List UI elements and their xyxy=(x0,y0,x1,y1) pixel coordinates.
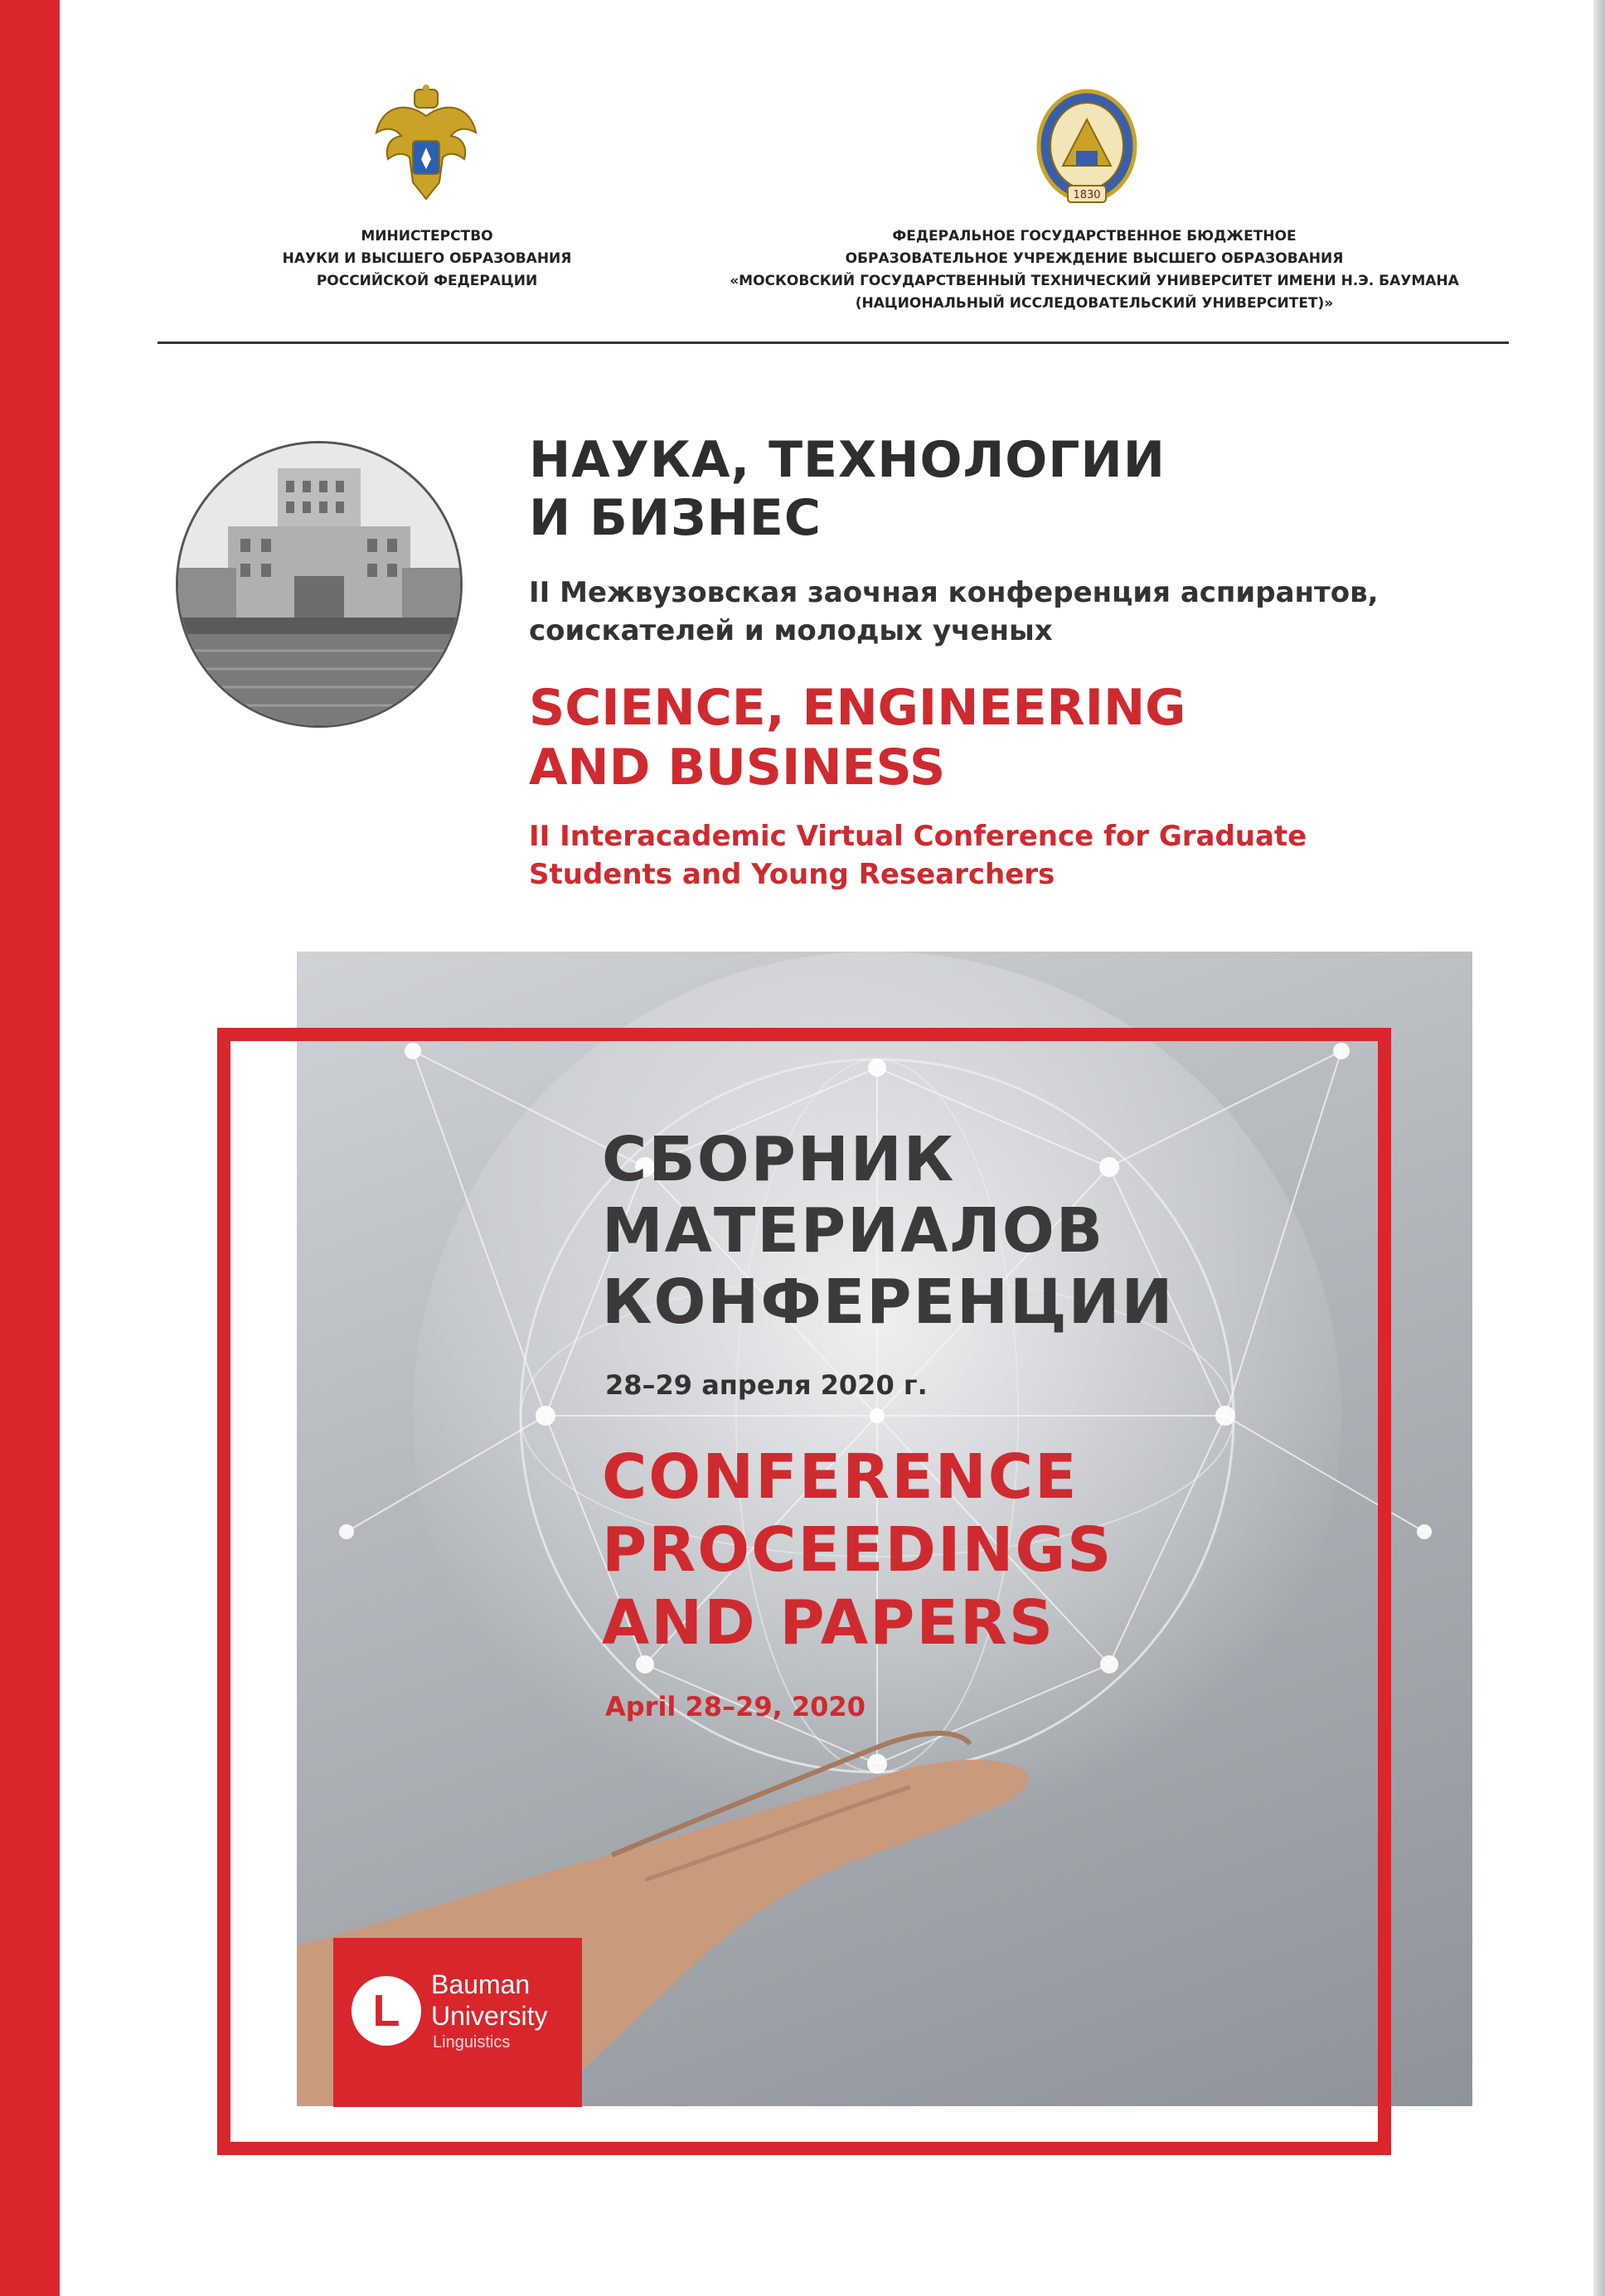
crest-year: 1830 xyxy=(1073,189,1101,201)
header-divider xyxy=(158,341,1509,344)
university-name: ФЕДЕРАЛЬНОЕ ГОСУДАРСТВЕННОЕ БЮДЖЕТНОЕ ОБРАЗОВАТЕЛЬНОЕ УЧРЕЖДЕНИЕ ВЫСШЕГО ОБРАЗОВАНИЯ «МОСКОВСКИЙ ГОСУДАРСТВЕННЫЙ ТЕХНИЧЕСКИЙ УНИВЕРСИТЕТ ИМЕНИ Н.Э. БАУМАНА (НАЦИОНАЛЬНЫЙ ИССЛЕДОВАТЕЛЬСКИЙ УНИВЕРСИТЕТ)» xyxy=(730,228,1459,312)
logo-letter: L xyxy=(372,1986,400,2036)
conference-subtitle-ru-line1: II Межвузовская заочная конференция аспирантов, xyxy=(529,576,1379,609)
bauman-university-crest-icon xyxy=(1035,86,1139,209)
logo-line1: Bauman xyxy=(431,1969,531,1999)
cover-edge-shadow xyxy=(1593,0,1605,2296)
bauman-university-linguistics-logo xyxy=(333,1938,582,2107)
ministry-name: МИНИСТЕРСТВО НАУКИ И ВЫСШЕГО ОБРАЗОВАНИЯ РОССИЙСКОЙ ФЕДЕРАЦИИ xyxy=(282,228,572,289)
conference-title-ru-line1: НАУКА, ТЕХНОЛОГИИ xyxy=(529,431,1166,489)
conference-subtitle-en xyxy=(529,817,1307,894)
russian-coat-of-arms-icon xyxy=(371,83,481,207)
logo-l-icon xyxy=(352,1976,421,2046)
conference-subtitle-en-line2: Students and Young Researchers xyxy=(529,858,1055,891)
university-building-photo xyxy=(176,441,463,728)
logo-line2: University xyxy=(431,2001,548,2031)
proceedings-title-ru: СБОРНИК МАТЕРИАЛОВ КОНФЕРЕНЦИИ xyxy=(602,1124,1175,1338)
conference-subtitle-en-line1: II Interacademic Virtual Conference for Graduate xyxy=(529,820,1307,853)
conference-title-ru xyxy=(529,431,1166,547)
left-red-stripe xyxy=(0,0,60,2296)
conference-subtitle-ru xyxy=(529,574,1379,650)
proceedings-date-en: April 28–29, 2020 xyxy=(605,1691,866,1722)
conference-title-en-line1: SCIENCE, ENGINEERING xyxy=(529,679,1186,737)
proceedings-date-ru: 28–29 апреля 2020 г. xyxy=(605,1369,928,1401)
proceedings-title-en: CONFERENCE PROCEEDINGS AND PAPERS xyxy=(602,1441,1113,1659)
conference-title-en-line2: AND BUSINESS xyxy=(529,739,946,797)
conference-title-ru-line2: И БИЗНЕС xyxy=(529,489,822,547)
logo-line3: Linguistics xyxy=(433,2033,511,2051)
conference-subtitle-ru-line2: соискателей и молодых ученых xyxy=(529,614,1053,647)
conference-title-en xyxy=(529,678,1186,797)
